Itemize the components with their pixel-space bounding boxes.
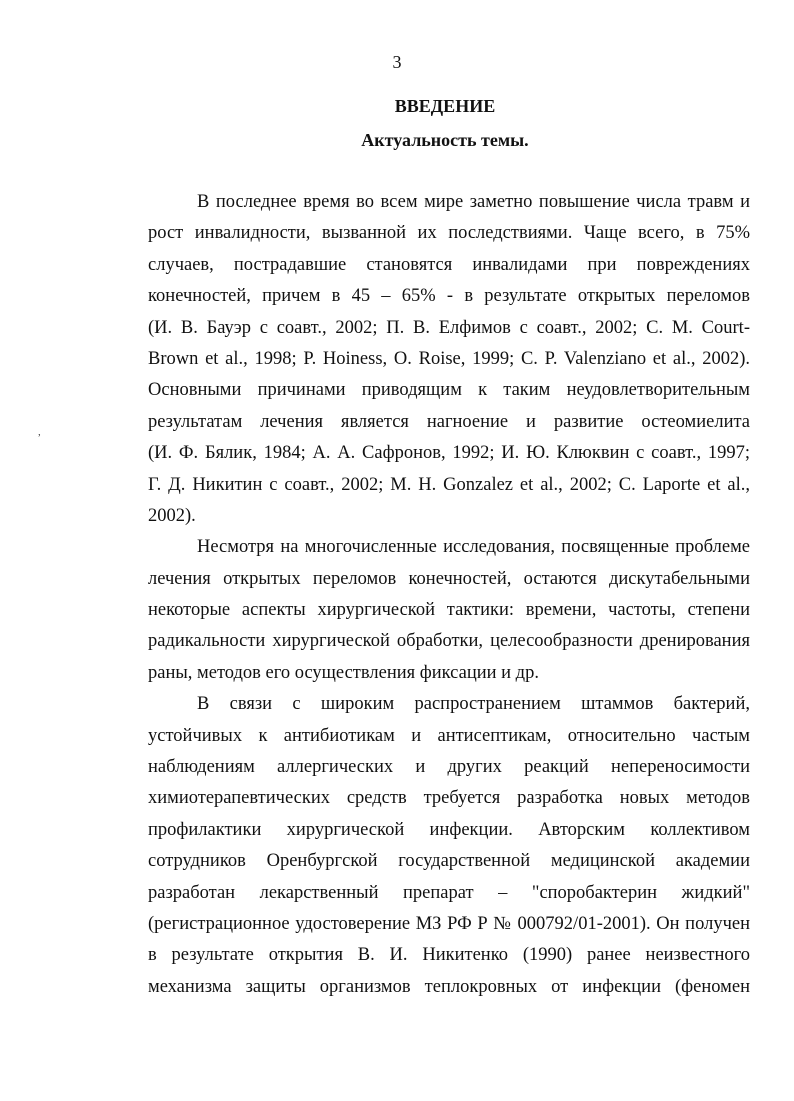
text-line: рост инвалидности, вызванной их последствиями. Чаще всего, в 75% <box>148 223 750 244</box>
text-line: (регистрационное удостоверение МЗ РФ Р № 000792/01-2001). Он получен <box>148 913 750 934</box>
text-line: Г. Д. Никитин с соавт., 2002; М. Н. Gonzalez et al., 2002; С. Laporte et al., <box>148 474 750 495</box>
text-line: сотрудников Оренбургской государственной медицинской академии <box>148 851 750 872</box>
text-line: профилактики хирургической инфекции. Авторским коллективом <box>148 819 750 840</box>
text-line: Brown et al., 1998; P. Hoiness, O. Roise, 1999; C. P. Valenziano et al., 2002). <box>148 348 750 369</box>
text-line: наблюдениям аллергических и других реакций непереносимости <box>148 757 750 778</box>
text-line: устойчивых к антибиотикам и антисептикам, относительно частым <box>148 725 750 746</box>
text-line: в результате открытия В. И. Никитенко (1990) ранее неизвестного <box>148 945 750 966</box>
text-line: В связи с широким распространением штаммов бактерий, <box>197 694 750 715</box>
section-subheading: Актуальность темы. <box>361 130 529 150</box>
text-line: случаев, пострадавшие становятся инвалидами при повреждениях <box>148 254 750 275</box>
stray-mark: , <box>38 426 41 438</box>
text-line: (И. Ф. Бялик, 1984; А. А. Сафронов, 1992; И. Ю. Клюквин с соавт., 1997; <box>148 443 750 464</box>
text-line: В последнее время во всем мире заметно повышение числа травм и <box>197 192 750 212</box>
text-line: химиотерапевтических средств требуется разработка новых методов <box>148 788 750 809</box>
body-text <box>148 187 750 1003</box>
text-line: некоторые аспекты хирургической тактики: времени, частоты, степени <box>148 600 750 621</box>
text-line: разработан лекарственный препарат – "споробактерин жидкий" <box>148 882 750 903</box>
text-line: лечения открытых переломов конечностей, остаются дискутабельными <box>148 568 750 589</box>
section-heading: ВВЕДЕНИЕ <box>394 96 496 116</box>
text-line: (И. В. Бауэр с соавт., 2002; П. В. Елфимов с соавт., 2002; С. М. Court- <box>148 317 750 338</box>
text-line: механизма защиты организмов теплокровных от инфекции (феномен <box>148 976 750 997</box>
text-line: 2002). <box>148 505 196 526</box>
text-line: конечностей, причем в 45 – 65% - в результате открытых переломов <box>148 286 750 307</box>
text-line: раны, методов его осуществления фиксации и др. <box>148 662 539 683</box>
page-number: 3 <box>392 52 402 72</box>
text-line: радикальности хирургической обработки, целесообразности дренирования <box>148 631 750 652</box>
text-line: результатам лечения является нагноение и развитие остеомиелита <box>148 411 750 432</box>
text-line: Несмотря на многочисленные исследования, посвященные проблеме <box>197 537 750 558</box>
text-line: Основными причинами приводящим к таким неудовлетворительным <box>148 380 750 401</box>
